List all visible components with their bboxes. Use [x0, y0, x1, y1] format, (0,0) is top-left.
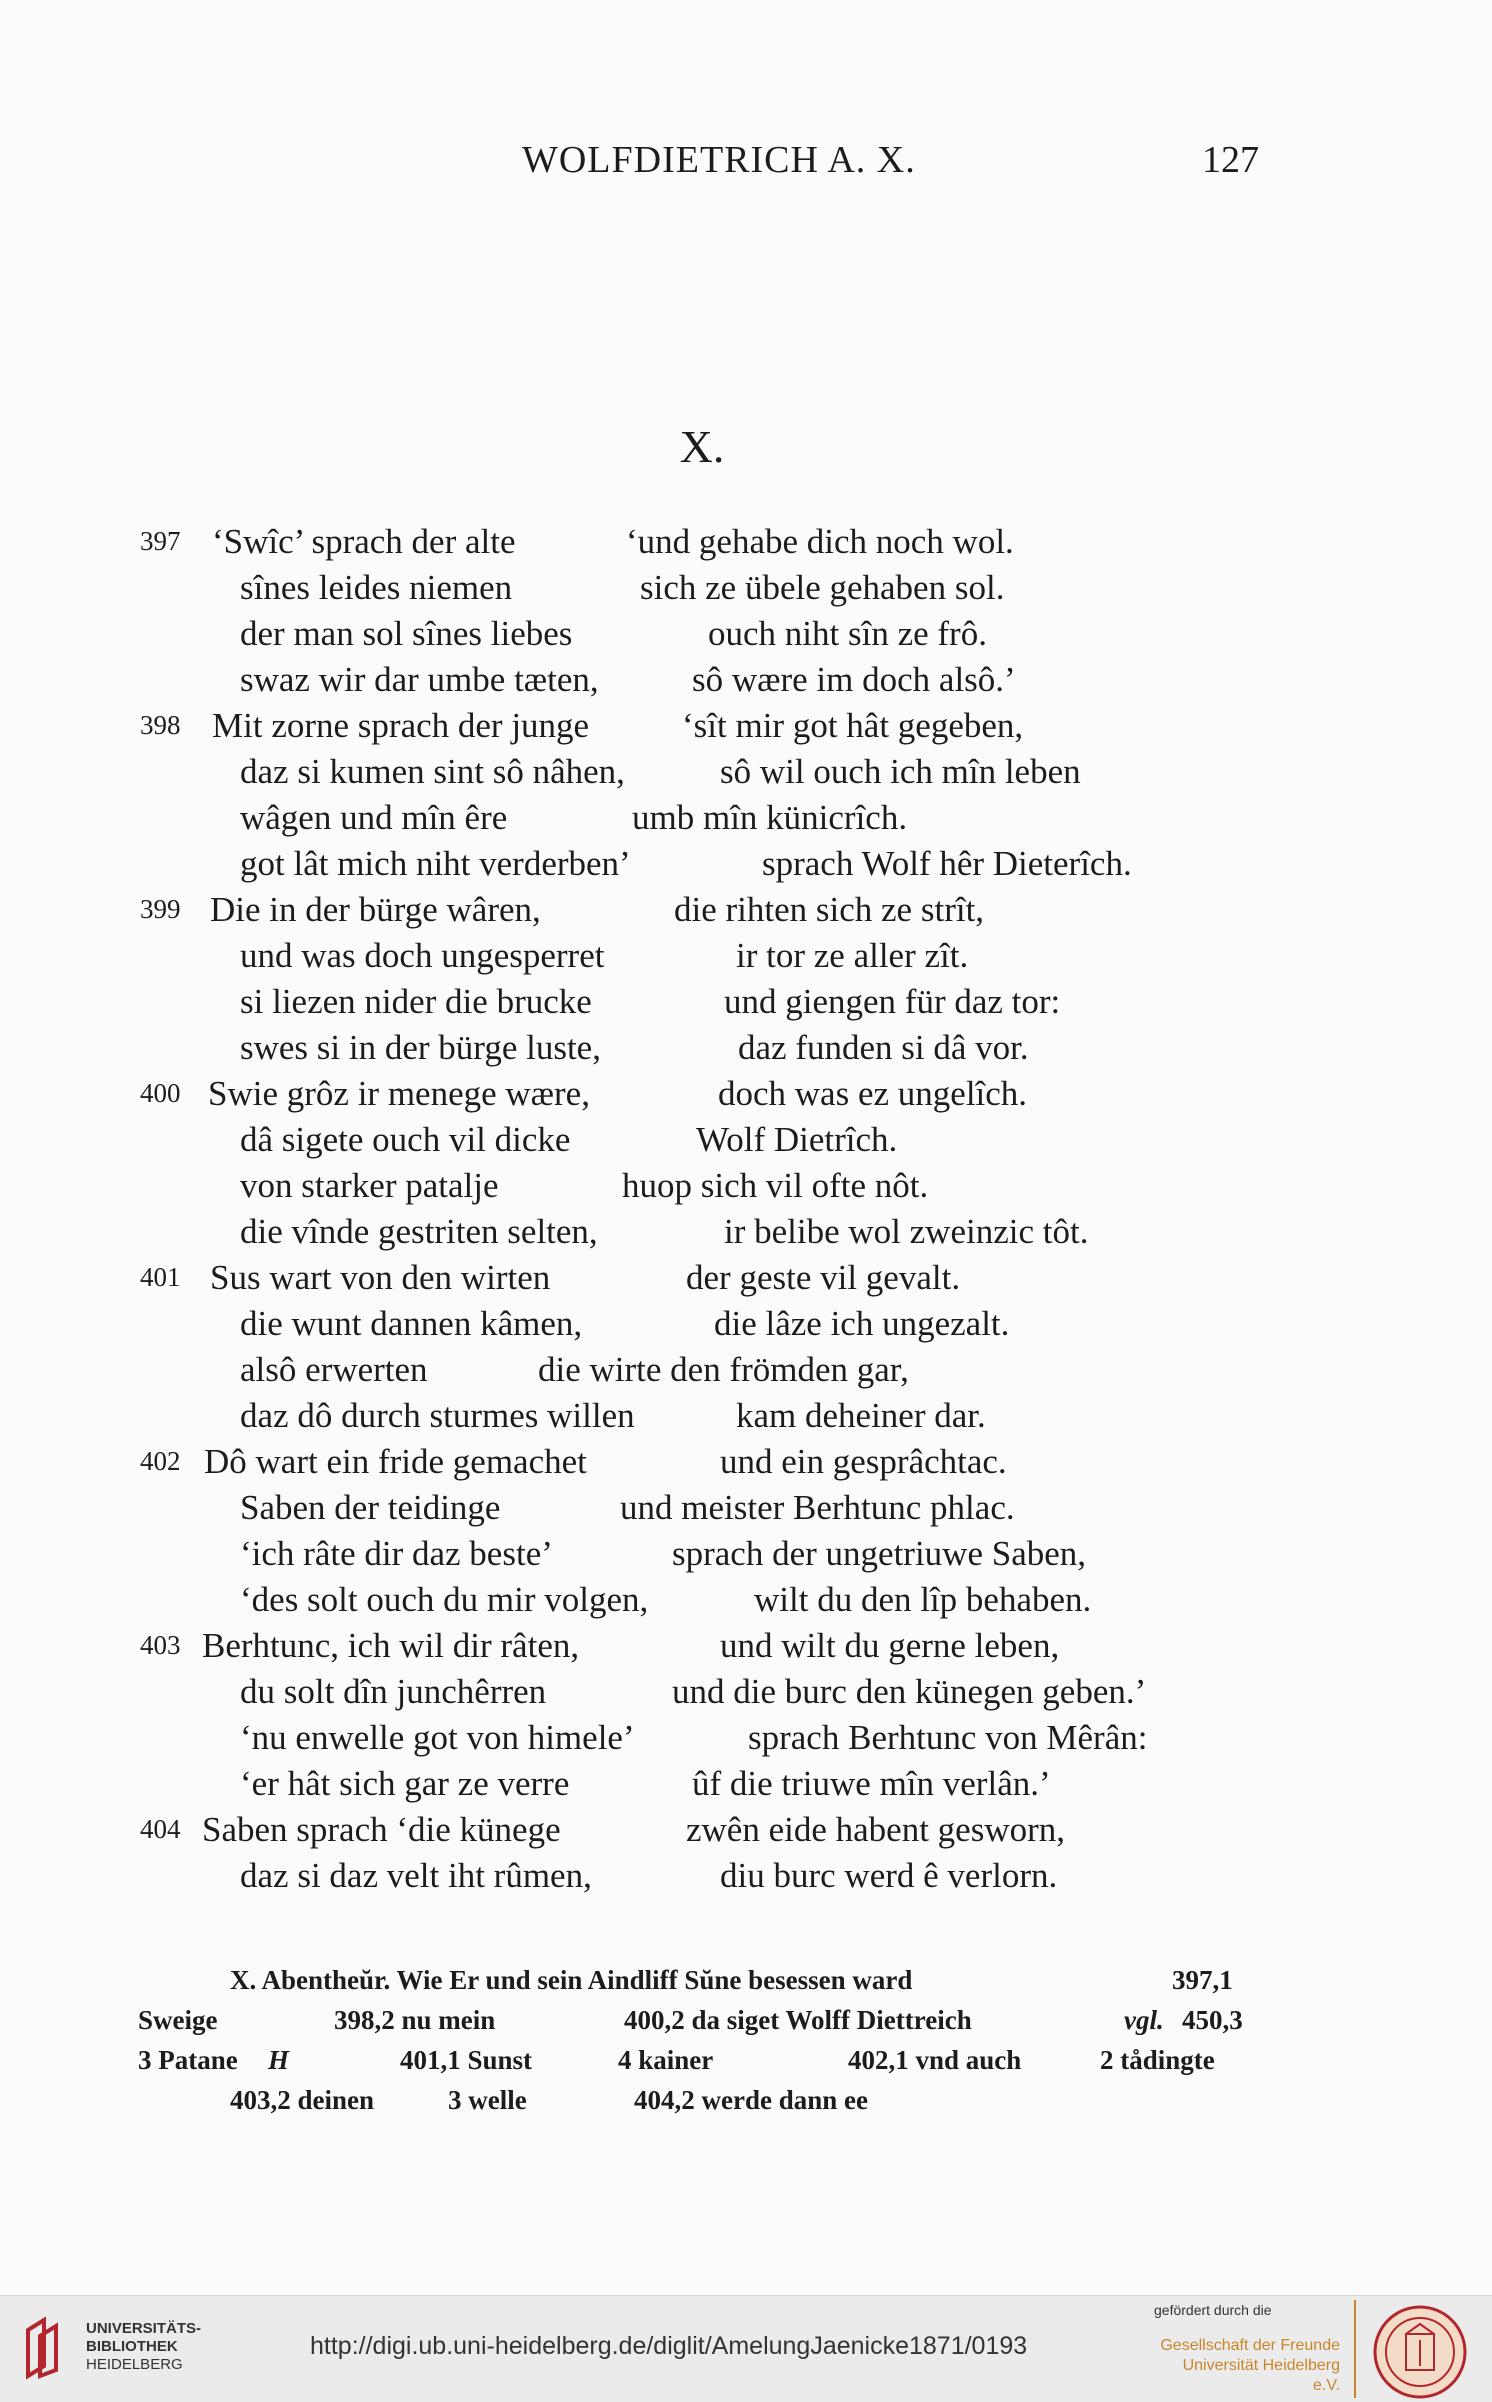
note-segment: 402,1 vnd auch	[848, 2045, 1022, 2075]
stanza-number: 403	[140, 1630, 181, 1660]
page-number: 127	[1202, 139, 1259, 181]
verse-first-half: ‘des solt ouch du mir volgen,	[240, 1580, 649, 1619]
library-name: UNIVERSITÄTS- BIBLIOTHEK HEIDELBERG	[86, 2320, 202, 2373]
running-head-title: WOLFDIETRICH A. X.	[522, 139, 916, 181]
verse-first-half: swaz wir dar umbe tæten,	[240, 660, 599, 699]
stanza	[140, 1810, 1340, 1902]
verse-second-half: und giengen für daz tor:	[724, 982, 1061, 1021]
verse-line	[140, 752, 1340, 798]
verse-second-half: ‘sît mir got hât gegeben,	[682, 706, 1024, 745]
verse-first-half: ‘ich râte dir daz beste’	[240, 1534, 553, 1573]
verse-first-half: alsô erwerten	[240, 1350, 428, 1389]
verse-second-half: ûf die triuwe mîn verlân.’	[692, 1764, 1051, 1803]
verse-second-half: ir belibe wol zweinzic tôt.	[724, 1212, 1089, 1251]
verse-second-half: wilt du den lîp behaben.	[754, 1580, 1092, 1619]
verse-line	[140, 1396, 1340, 1442]
footer-bar	[0, 2295, 1492, 2402]
verse-first-half: ‘nu enwelle got von himele’	[240, 1718, 635, 1757]
verse-first-half: Sus wart von den wirten	[210, 1258, 551, 1297]
verse-second-half: zwên eide habent gesworn,	[686, 1810, 1066, 1849]
note-segment: X. Abentheŭr. Wie Er und sein Aindliff Sŭne besessen ward	[230, 1965, 913, 1995]
note-segment: 3 welle	[448, 2085, 527, 2115]
verse-first-half: die wunt dannen kâmen,	[240, 1304, 583, 1343]
verse-first-half: daz si kumen sint sô nâhen,	[240, 752, 625, 791]
verse-second-half: Wolf Dietrîch.	[696, 1120, 898, 1159]
verse-line	[140, 1672, 1340, 1718]
verse-line	[140, 1764, 1340, 1810]
verse-second-half: sprach Berhtunc von Mêrân:	[748, 1718, 1148, 1757]
verse-line	[140, 844, 1340, 890]
note-segment: 398,2 nu mein	[334, 2005, 496, 2035]
verse-second-half: die wirte den frömden gar,	[538, 1350, 909, 1389]
verse-second-half: sprach der ungetriuwe Saben,	[672, 1534, 1087, 1573]
verse-line	[140, 1626, 1340, 1672]
verse-line	[140, 706, 1340, 752]
verse-first-half: si liezen nider die brucke	[240, 982, 592, 1021]
verse-second-half: die rihten sich ze strît,	[674, 890, 985, 929]
verse-line	[140, 1534, 1340, 1580]
note-line	[138, 2005, 1258, 2045]
stanza-number: 402	[140, 1446, 181, 1476]
stanza-number: 399	[140, 894, 181, 924]
verse-line	[140, 1258, 1340, 1304]
university-library-logo-icon	[14, 2314, 84, 2384]
critical-apparatus	[138, 1965, 1258, 2125]
verse-line	[140, 890, 1340, 936]
running-head	[0, 138, 1492, 188]
verse-line	[140, 1074, 1340, 1120]
stanza	[140, 1626, 1340, 1810]
verse-second-half: diu burc werd ê verlorn.	[720, 1856, 1058, 1895]
verse-second-half: ‘und gehabe dich noch wol.	[626, 522, 1014, 561]
verse-first-half: daz si daz velt iht rûmen,	[240, 1856, 592, 1895]
verse-second-half: daz funden si dâ vor.	[738, 1028, 1029, 1067]
note-segment: Sweige	[138, 2005, 218, 2035]
verse-line	[140, 614, 1340, 660]
sponsor-name: Gesellschaft der Freunde Universität Heidelberg e.V.	[1160, 2337, 1340, 2394]
stanza	[140, 706, 1340, 890]
verse-second-half: sô wære im doch alsô.’	[692, 660, 1016, 699]
note-line	[138, 2085, 1258, 2125]
note-segment: 450,3	[1182, 2005, 1243, 2035]
verse-second-half: sprach Wolf hêr Dieterîch.	[762, 844, 1132, 883]
verse-second-half: sich ze übele gehaben sol.	[640, 568, 1005, 607]
verse-line	[140, 982, 1340, 1028]
verse-line	[140, 1718, 1340, 1764]
stanza-number: 404	[140, 1814, 181, 1844]
verse-second-half: doch was ez ungelîch.	[718, 1074, 1028, 1113]
verse-line	[140, 1212, 1340, 1258]
note-segment: 4 kainer	[618, 2045, 714, 2075]
footer-divider	[1354, 2300, 1356, 2398]
verse-first-half: von starker patalje	[240, 1166, 499, 1205]
stanza	[140, 890, 1340, 1074]
verse-first-half: dâ sigete ouch vil dicke	[240, 1120, 571, 1159]
verse-line	[140, 660, 1340, 706]
stanza	[140, 1074, 1340, 1258]
verse-first-half: du solt dîn junchêrren	[240, 1672, 547, 1711]
verse-second-half: ir tor ze aller zît.	[736, 936, 969, 975]
note-line	[138, 2045, 1258, 2085]
stanza-number: 401	[140, 1262, 181, 1292]
verse-second-half: die lâze ich ungezalt.	[714, 1304, 1010, 1343]
verse-line	[140, 522, 1340, 568]
stanza-number: 398	[140, 710, 181, 740]
verse-first-half: Berhtunc, ich wil dir râten,	[202, 1626, 580, 1665]
verse-second-half: und meister Berhtunc phlac.	[620, 1488, 1015, 1527]
verse-first-half: got lât mich niht verderben’	[240, 844, 631, 883]
verse-line	[140, 1856, 1340, 1902]
verse-second-half: und die burc den künegen geben.’	[672, 1672, 1147, 1711]
verse-first-half: Dô wart ein fride gemachet	[204, 1442, 587, 1481]
verse-line	[140, 1488, 1340, 1534]
note-segment: vgl.	[1124, 2005, 1164, 2035]
verse-first-half: Swie grôz ir menege wære,	[208, 1074, 590, 1113]
verse-line	[140, 568, 1340, 614]
verse-first-half: Saben sprach ‘die künege	[202, 1810, 561, 1849]
note-segment: 400,2 da siget Wolff Diettreich	[624, 2005, 972, 2035]
verse-first-half: ‘er hât sich gar ze verre	[240, 1764, 570, 1803]
verse-second-half: sô wil ouch ich mîn leben	[720, 752, 1081, 791]
verse-line	[140, 936, 1340, 982]
note-line	[138, 1965, 1258, 2005]
sponsor-label: gefördert durch die	[1154, 2302, 1272, 2318]
verse-line	[140, 1350, 1340, 1396]
verse-line	[140, 798, 1340, 844]
stanza	[140, 1258, 1340, 1442]
verse-first-half: Die in der bürge wâren,	[210, 890, 541, 929]
verse-line	[140, 1810, 1340, 1856]
verse-first-half: daz dô durch sturmes willen	[240, 1396, 635, 1435]
verse-line	[140, 1166, 1340, 1212]
verse-line	[140, 1304, 1340, 1350]
verse-line	[140, 1028, 1340, 1074]
verse-first-half: swes si in der bürge luste,	[240, 1028, 601, 1067]
note-segment: H	[268, 2045, 290, 2075]
verse-second-half: der geste vil gevalt.	[686, 1258, 961, 1297]
verse-first-half: der man sol sînes liebes	[240, 614, 573, 653]
verse-first-half: ‘Swîc’ sprach der alte	[212, 522, 516, 561]
verse-line	[140, 1580, 1340, 1626]
verse-line	[140, 1442, 1340, 1488]
verse-second-half: umb mîn künicrîch.	[632, 798, 908, 837]
note-segment: 401,1 Sunst	[400, 2045, 533, 2075]
stanza	[140, 522, 1340, 706]
note-segment: 404,2 werde dann ee	[634, 2085, 868, 2115]
verse-line	[140, 1120, 1340, 1166]
chapter-heading: X.	[679, 421, 725, 472]
verse-first-half: wâgen und mîn êre	[240, 798, 508, 837]
verse-second-half: ouch niht sîn ze frô.	[708, 614, 987, 653]
verse-first-half: die vînde gestriten selten,	[240, 1212, 598, 1251]
verse-first-half: Saben der teidinge	[240, 1488, 501, 1527]
verse-second-half: huop sich vil ofte nôt.	[622, 1166, 929, 1205]
verse-second-half: und wilt du gerne leben,	[720, 1626, 1060, 1665]
verse-first-half: Mit zorne sprach der junge	[212, 706, 590, 745]
verse-second-half: und ein gesprâchtac.	[720, 1442, 1007, 1481]
permalink-url[interactable]: http://digi.ub.uni-heidelberg.de/diglit/AmelungJaenicke1871/0193	[310, 2332, 1028, 2360]
verse-first-half: und was doch ungesperret	[240, 936, 605, 975]
note-segment: 397,1	[1172, 1965, 1233, 1995]
stanza-number: 397	[140, 526, 181, 556]
note-segment: 2 tådingte	[1100, 2045, 1215, 2075]
stanza	[140, 1442, 1340, 1626]
verse-second-half: kam deheiner dar.	[736, 1396, 986, 1435]
stanza-number: 400	[140, 1078, 181, 1108]
verse-first-half: sînes leides niemen	[240, 568, 513, 607]
note-segment: 403,2 deinen	[230, 2085, 375, 2115]
note-segment: 3 Patane	[138, 2045, 238, 2075]
university-seal-icon	[1372, 2304, 1468, 2400]
